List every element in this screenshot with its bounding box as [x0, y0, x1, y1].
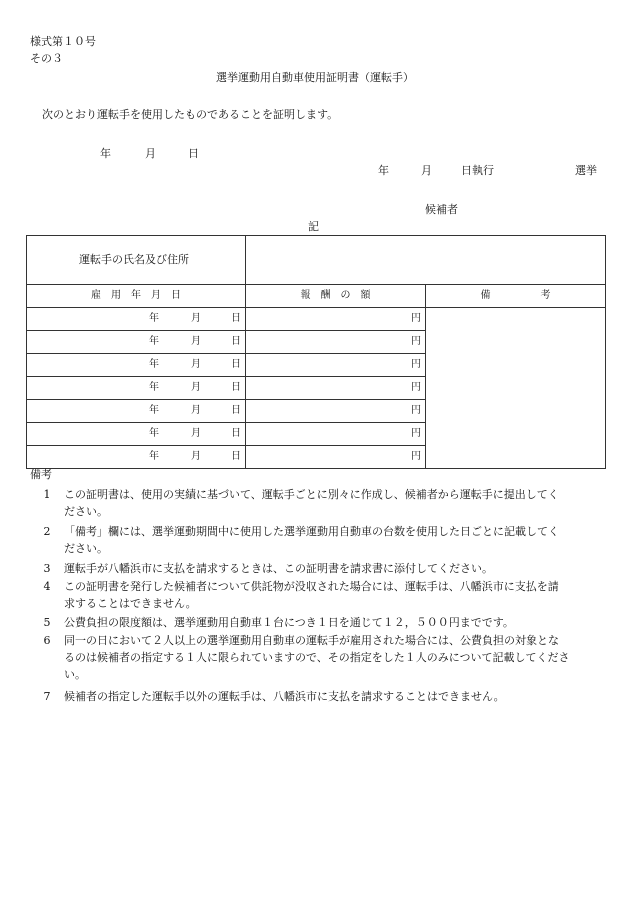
- date-unit-d: 日: [231, 428, 241, 439]
- note-text: 公費負担の限度額は、選挙運動用自動車１台につき１日を通じて１２，５００円までです。: [64, 616, 514, 629]
- employment-date-cell[interactable]: [27, 308, 246, 331]
- employment-date-cell[interactable]: [27, 331, 246, 354]
- date-unit-y: 年: [149, 405, 159, 416]
- date-unit-d: 日: [231, 451, 241, 462]
- date-unit-d: 日: [231, 382, 241, 393]
- note-number: 2: [43, 525, 51, 538]
- note-text: 「備考」欄には、選挙運動期間中に使用した選挙運動用自動車の台数を使用した日ごとに記載してく: [64, 525, 559, 538]
- date-unit-m: 月: [191, 405, 201, 416]
- note-item: [30, 578, 605, 612]
- note-item: [30, 523, 605, 557]
- form-subnumber: その３: [30, 52, 63, 65]
- remarks-cell[interactable]: [426, 308, 606, 469]
- date-unit-m: 月: [191, 359, 201, 370]
- name-row: [27, 236, 606, 285]
- date-unit-m: 月: [191, 382, 201, 393]
- note-number: 7: [43, 690, 51, 703]
- note-item: [30, 560, 605, 577]
- pay-amount-cell[interactable]: [246, 377, 426, 400]
- date-unit-d: 日: [231, 336, 241, 347]
- intro-text: 次のとおり運転手を使用したものであることを証明します。: [42, 108, 339, 121]
- note-text-continued: るのは候補者の指定する１人に限られていますので、その指定をした１人のみについて記載してくださ: [64, 651, 570, 664]
- note-text: この証明書を発行した候補者について供託物が没収された場合には、運転手は、八幡浜市に支払を請: [64, 580, 559, 593]
- date-unit-m: 月: [191, 451, 201, 462]
- election-date-month: 月: [421, 164, 432, 177]
- note-item: [30, 688, 605, 705]
- yen-unit: 円: [411, 336, 421, 347]
- yen-unit: 円: [411, 405, 421, 416]
- note-number: 3: [43, 562, 51, 575]
- issue-date-month: 月: [145, 147, 156, 160]
- note-number: 4: [43, 580, 51, 593]
- issue-date: [100, 147, 199, 161]
- ki-label: 記: [308, 220, 319, 233]
- date-unit-m: 月: [191, 336, 201, 347]
- note-text: 同一の日において２人以上の選挙運動用自動車の運転手が雇用された場合には、公費負担の対象とな: [64, 634, 559, 647]
- note-text-continued: い。: [64, 668, 86, 681]
- date-unit-d: 日: [231, 405, 241, 416]
- usage-table: [26, 235, 606, 469]
- pay-amount-cell[interactable]: [246, 423, 426, 446]
- note-item: [30, 486, 605, 520]
- pay-amount-cell[interactable]: [246, 331, 426, 354]
- note-text: 候補者の指定した運転手以外の運転手は、八幡浜市に支払を請求することはできません。: [64, 690, 505, 703]
- date-unit-y: 年: [149, 451, 159, 462]
- yen-unit: 円: [411, 451, 421, 462]
- yen-unit: 円: [411, 382, 421, 393]
- driver-name-address-field[interactable]: [246, 236, 606, 285]
- pay-amount-cell[interactable]: [246, 308, 426, 331]
- date-unit-y: 年: [149, 313, 159, 324]
- pay-amount-cell[interactable]: [246, 400, 426, 423]
- election-date-day: 日執行: [461, 164, 494, 177]
- pay-amount-cell[interactable]: [246, 446, 426, 469]
- note-number: 5: [43, 616, 51, 629]
- note-text: 運転手が八幡浜市に支払を請求するときは、この証明書を請求書に添付してください。: [64, 562, 493, 575]
- yen-unit: 円: [411, 428, 421, 439]
- date-unit-m: 月: [191, 428, 201, 439]
- yen-unit: 円: [411, 359, 421, 370]
- col-header-employment-date: 雇 用 年 月 日: [27, 285, 246, 308]
- issue-date-day: 日: [188, 147, 199, 160]
- header-row: [27, 285, 606, 308]
- table-row: [27, 308, 606, 331]
- date-unit-m: 月: [191, 313, 201, 324]
- employment-date-cell[interactable]: [27, 400, 246, 423]
- note-item: [30, 632, 605, 683]
- election-label: 選挙: [575, 164, 597, 177]
- date-unit-y: 年: [149, 336, 159, 347]
- note-text: この証明書は、使用の実績に基づいて、運転手ごとに別々に作成し、候補者から運転手に提出してく: [64, 488, 559, 501]
- form-number: 様式第１０号: [30, 35, 96, 48]
- yen-unit: 円: [411, 313, 421, 324]
- candidate-label: 候補者: [425, 203, 458, 216]
- date-unit-d: 日: [231, 313, 241, 324]
- employment-date-cell[interactable]: [27, 446, 246, 469]
- note-text-continued: ださい。: [64, 542, 108, 555]
- date-unit-d: 日: [231, 359, 241, 370]
- col-header-remarks: 備 考: [426, 285, 606, 308]
- issue-date-year: 年: [100, 147, 111, 160]
- pay-amount-cell[interactable]: [246, 354, 426, 377]
- note-item: [30, 614, 605, 631]
- employment-date-cell[interactable]: [27, 423, 246, 446]
- date-unit-y: 年: [149, 359, 159, 370]
- col-header-pay: 報 酬 の 額: [246, 285, 426, 308]
- notes-heading: 備考: [30, 468, 52, 481]
- date-unit-y: 年: [149, 428, 159, 439]
- date-unit-y: 年: [149, 382, 159, 393]
- election-date-year: 年: [378, 164, 389, 177]
- note-text-continued: 求することはできません。: [64, 597, 197, 610]
- note-number: 6: [43, 634, 51, 647]
- document-title: 選挙運動用自動車使用証明書（運転手）: [216, 71, 414, 84]
- note-text-continued: ださい。: [64, 505, 108, 518]
- note-number: 1: [43, 488, 51, 501]
- driver-name-address-label: 運転手の氏名及び住所: [27, 236, 246, 285]
- election-date: [378, 164, 494, 178]
- employment-date-cell[interactable]: [27, 354, 246, 377]
- employment-date-cell[interactable]: [27, 377, 246, 400]
